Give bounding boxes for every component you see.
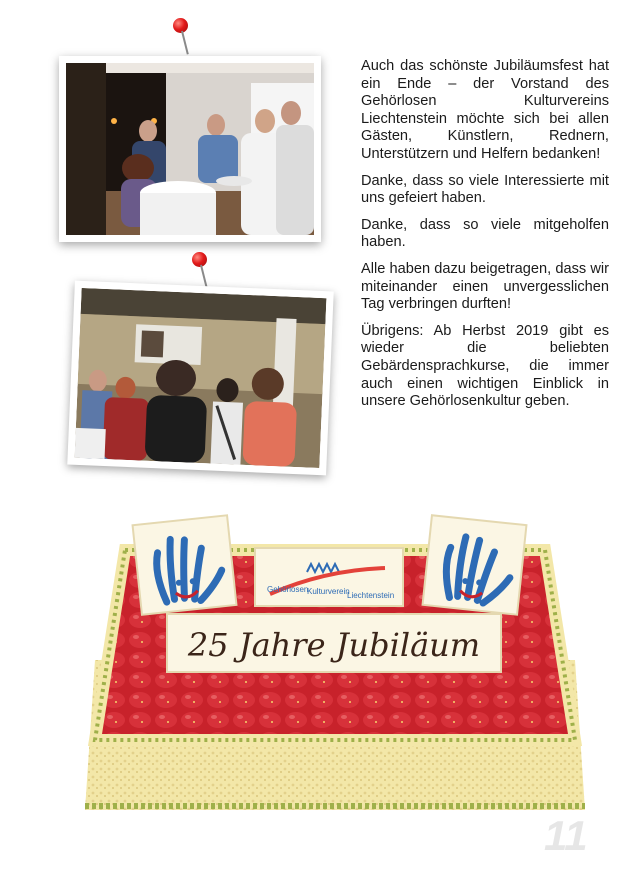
paragraph-helpers: Danke, dass so viele mitgeholfen haben. xyxy=(361,216,609,251)
pushpin-icon xyxy=(173,18,193,58)
party-photo-2 xyxy=(67,281,333,476)
page-number: 11 xyxy=(544,812,588,859)
paragraph-sign-language-courses: Übrigens: Ab Herbst 2019 gibt es wieder die beliebten Gebärdensprachkurse, die immer auch einen wichtigen Einblick in unsere Gehörlosenkultur geben. xyxy=(361,322,609,410)
cake-logo-line-1: Gehörlosen xyxy=(267,585,309,594)
cake-logo-line-3: Liechtenstein xyxy=(347,591,395,600)
cake-logo-line-2: Kulturverein xyxy=(307,587,350,596)
guests-presentation-image xyxy=(75,288,327,468)
guests-toasting-image xyxy=(66,63,314,235)
cake-inscription: 25 Jahre Jubiläum xyxy=(187,626,481,664)
paragraph-unforgettable-day: Alle haben dazu beigetragen, dass wir miteinander einen unvergesslichen Tag verbringen durften! xyxy=(361,260,609,313)
party-photo-1 xyxy=(59,56,321,242)
article-text xyxy=(361,58,609,420)
anniversary-cake xyxy=(75,510,595,830)
paragraph-interested: Danke, dass so viele Interessierte mit uns gefeiert haben. xyxy=(361,172,609,207)
cake-illustration xyxy=(75,510,595,830)
paragraph-thanks: Auch das schönste Jubiläumsfest hat ein Ende – der Vorstand des Gehörlosen Kulturvereins Liechtenstein möchte sich bei allen Gästen, Künstlern, Rednern, Unterstützern und Helfern bedanken! xyxy=(361,58,609,162)
